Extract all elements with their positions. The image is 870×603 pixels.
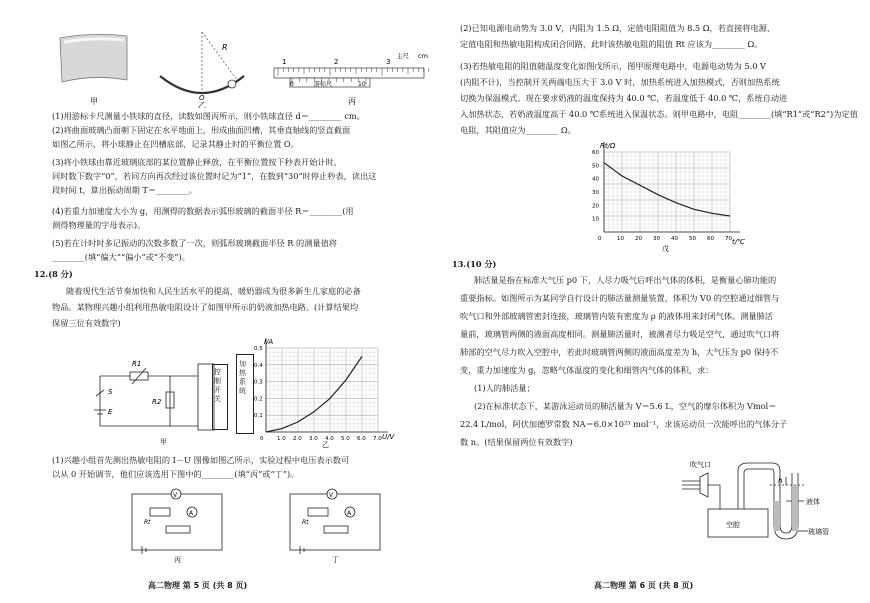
circuit-S: S [108,388,113,396]
q12-intro-1: 随着现代生活节奏加快和人民生活水平的提高，暖奶器成为很多新生儿家庭的必备 [66,286,361,296]
bing-Rt: Rt [144,519,151,526]
iu-ytick: 0.2 [254,396,263,403]
iu-ytick: 0.1 [254,413,263,420]
iu-xlabel: U/V [382,433,395,441]
fig-R-label: R [222,43,228,52]
q12-3-line-2: (内阻不计)，当控制开关两端电压大于 3.0 V 时，加热系统进入加热模式，否则加热系统 [460,77,780,87]
rt-xtick: 60 [707,236,714,242]
rt-ylabel: Rt/Ω [600,142,616,150]
caliper-main-label: 主尺 [396,52,409,60]
blow-port-label: 吹气口 [690,461,711,469]
tube-label: 玻璃管 [808,528,829,536]
caliper-unit: cm [418,52,428,60]
q13-line-10: 数 n。(结果保留两位有效数字) [460,437,573,447]
rt-chart-grid [604,152,730,232]
q12-3-line-1: (3)若热敏电阻的阻值随温度变化如图戊所示，图甲原理电路中，电源电动势为 5.0 V [460,61,766,71]
q12-2-line-1: (2)已知电源电动势为 3.0 V，内阻为 1.5 Ω，定值电阻阻值为 8.5 Ω，若直接将电源、 [460,23,776,33]
iu-xtick: 4.0 [325,436,334,442]
rt-xtick: 70 [725,236,732,242]
q12-3-line-4: 入加热状态，若奶液温度高于 40.0 ℃系统进入保温状态。则甲电路中，电阻________(填“R1”或“R2”)为定值 [460,109,858,119]
iu-caption: 乙 [322,441,329,448]
q12-2-line-2: 定值电阻和热敏电阻构成闭合回路，此时该热敏电阻的阻值 Rt 应该为________ Ω。 [460,39,763,49]
q12-intro-3: 保留三位有效数字) [52,318,121,328]
bing-A: A [189,510,194,517]
rt-chart [582,140,752,252]
caliper-t1: 1 [282,58,287,66]
caliper-v10: 10 [358,81,366,88]
fig-jia-label: 甲 [90,97,98,106]
liquid-label: 液体 [806,498,820,506]
circuit-R2: R2 [152,398,162,406]
circuit-caption: 甲 [160,438,167,446]
h-label: h [778,477,783,485]
sub-circuits [122,484,392,564]
q12-heading: 12.(8 分) [34,269,73,279]
iu-xtick: 5.0 [341,436,350,442]
rt-xtick: 40 [671,236,678,242]
spirometer-apparatus [678,455,838,545]
caliper-vernier-label: 游标尺 [314,81,333,88]
vernier-caliper [274,51,429,88]
q11-line-5: 同时数下数字“0”，若同方向再次经过该位置时记为“1”，在数到“30”时停止秒表，读出这 [52,171,377,181]
q11-line-1: (1)用游标卡尺测量小铁球的直径，读数如图丙所示，则小铁球直径 d＝________ cm。 [52,111,365,121]
rt-caption: 戊 [662,245,669,252]
q12-1-line-2: 以从 0 开始调节，他们应该选用下图中的________(填“丙”或“丁”)。 [52,469,299,479]
bing-caption: 丙 [174,556,181,564]
iu-ytick: 0.3 [254,379,263,386]
rt-ytick: 60 [592,150,599,156]
q13-line-9: 22.4 L/mol，阿伏加德罗常数 NA＝6.0×10²³ mol⁻¹，求该运动员一次能呼出的气体分子 [460,419,788,429]
cavity-label: 空腔 [726,521,740,529]
rt-xtick: 20 [635,236,642,242]
iu-xtick: 7.0 [373,436,382,442]
iu-ylabel: I/A [264,338,274,346]
q13-heading: 13.(10 分) [452,259,497,269]
control-switch-label: 控制开关 [214,368,221,403]
caliper-t2: 2 [334,58,339,66]
q11-line-10: ________(填“偏大”“偏小”或“不变”)。 [52,252,190,262]
iu-ytick: 0.5 [254,346,263,352]
q12-3-line-3: 切换为保温模式。现在要求奶液的温度保持为 40.0 ℃，若温度低于 40.0 ℃，系统自动进 [460,93,788,103]
caliper-t3: 3 [386,58,391,66]
fig-yi-label: 乙 [198,101,206,108]
footer-page-5: 高二物理 第 5 页 (共 8 页) [148,581,248,590]
ding-A: A [347,510,352,517]
iu-chart-grid [266,348,378,432]
q12-3-line-5: 电阻，其阻值应为________ Ω。 [460,125,576,135]
iu-origin: 0 [260,436,264,442]
caliper-v0: 0 [290,81,294,88]
q11-line-3: 如图乙所示，将小球静止在凹槽底部，记录其静止时的平衡位置 O。 [52,139,299,149]
q13-line-7: (1)人的肺活量； [474,383,535,393]
q11-line-4: (3)将小铁球由靠近玻璃底部的某位置静止释放，在平衡位置按下秒表开始计时， [52,157,342,167]
rt-ytick: 40 [592,176,599,183]
rt-ytick: 20 [592,203,599,210]
rt-origin: 0 [598,236,602,242]
iu-ytick: 0.4 [254,362,263,369]
heating-label: 加热系统 [239,360,246,395]
experiment-figures [52,28,440,108]
rt-xlabel: t/℃ [732,238,745,246]
fig-O-label: O [199,94,205,102]
q13-line-1: 肺活量是指在标准大气压 p0 下，人尽力吸气后呼出气体的体积，是衡量心肺功能的 [474,275,777,285]
q11-line-7: (4)若重力加速度大小为 g，用测得的数据表示弧形玻璃的截面半径 R＝________(用 [52,206,354,216]
q12-intro-2: 物品。某物理兴趣小组利用热敏电阻设计了如图甲所示的奶液加热电路。(计算结果均 [52,302,359,312]
q13-line-2: 重要指标。如图所示为某同学自行设计的肺活量测量装置，体积为 V0 的空腔通过细管与 [460,293,780,303]
q11-line-6: 段时间 t，算出振动周期 T＝________。 [52,185,197,195]
iu-xtick: 2.0 [293,436,302,442]
q12-1-line-1: (1)兴趣小组首先测出热敏电阻的 I－U 图像如图乙所示，实验过程中电压表示数可 [52,455,350,465]
iu-xtick: 3.0 [309,436,318,442]
iu-chart [250,336,400,448]
circuit-R1: R1 [132,360,142,368]
rt-xtick: 30 [653,236,660,242]
q13-line-3: 吹气口和外部玻璃管密封连接，玻璃管内装有密度为 ρ 的液体用来封闭气体。测量肺活 [460,311,773,321]
rt-ytick: 50 [592,163,599,170]
iu-xtick: 6.0 [357,436,366,442]
q13-line-5: 肺部的空气尽力吹入空腔中，若此时玻璃管两侧的液面高度差为 h，大气压为 p0 保持不 [460,347,779,357]
ding-caption: 丁 [332,556,339,564]
ding-V: V [329,492,334,499]
ding-Rt: Rt [302,519,309,526]
q11-line-8: 测得物理量的字母表示)。 [52,220,146,230]
liquid-fill [774,501,780,531]
rt-xtick: 50 [689,236,696,242]
circuit-E: E [108,408,113,416]
circuit-jia [90,346,230,446]
q13-line-6: 变，重力加速度为 g，忽略气体温度的变化和细管内气体的体积，求： [460,365,714,375]
q11-line-9: (5)若在计时时多记振动的次数多数了一次，则弧形玻璃截面半径 R 的测量值将 [52,238,337,248]
rt-ytick: 10 [592,216,599,223]
iu-xtick: 1.0 [277,436,286,442]
rt-ytick: 30 [592,190,599,196]
q13-line-8: (2)在标准状态下，某游泳运动员的肺活量为 V＝5.6 L，空气的摩尔体积为 Vmol＝ [474,401,777,411]
bing-V: V [173,492,178,499]
rt-xtick: 10 [617,236,624,242]
q11-line-2: (2)将曲面玻璃凸面朝下固定在水平地面上，形成曲面凹槽，其垂直轴线的竖直截面 [52,125,351,135]
fig-bing-label: 丙 [348,97,356,106]
footer-page-6: 高二物理 第 6 页 (共 8 页) [594,581,694,590]
q13-line-4: 量前，玻璃管两侧的液面高度相同。测量肺活量时，被测者尽力吸足空气，通过吹气口将 [460,329,780,339]
